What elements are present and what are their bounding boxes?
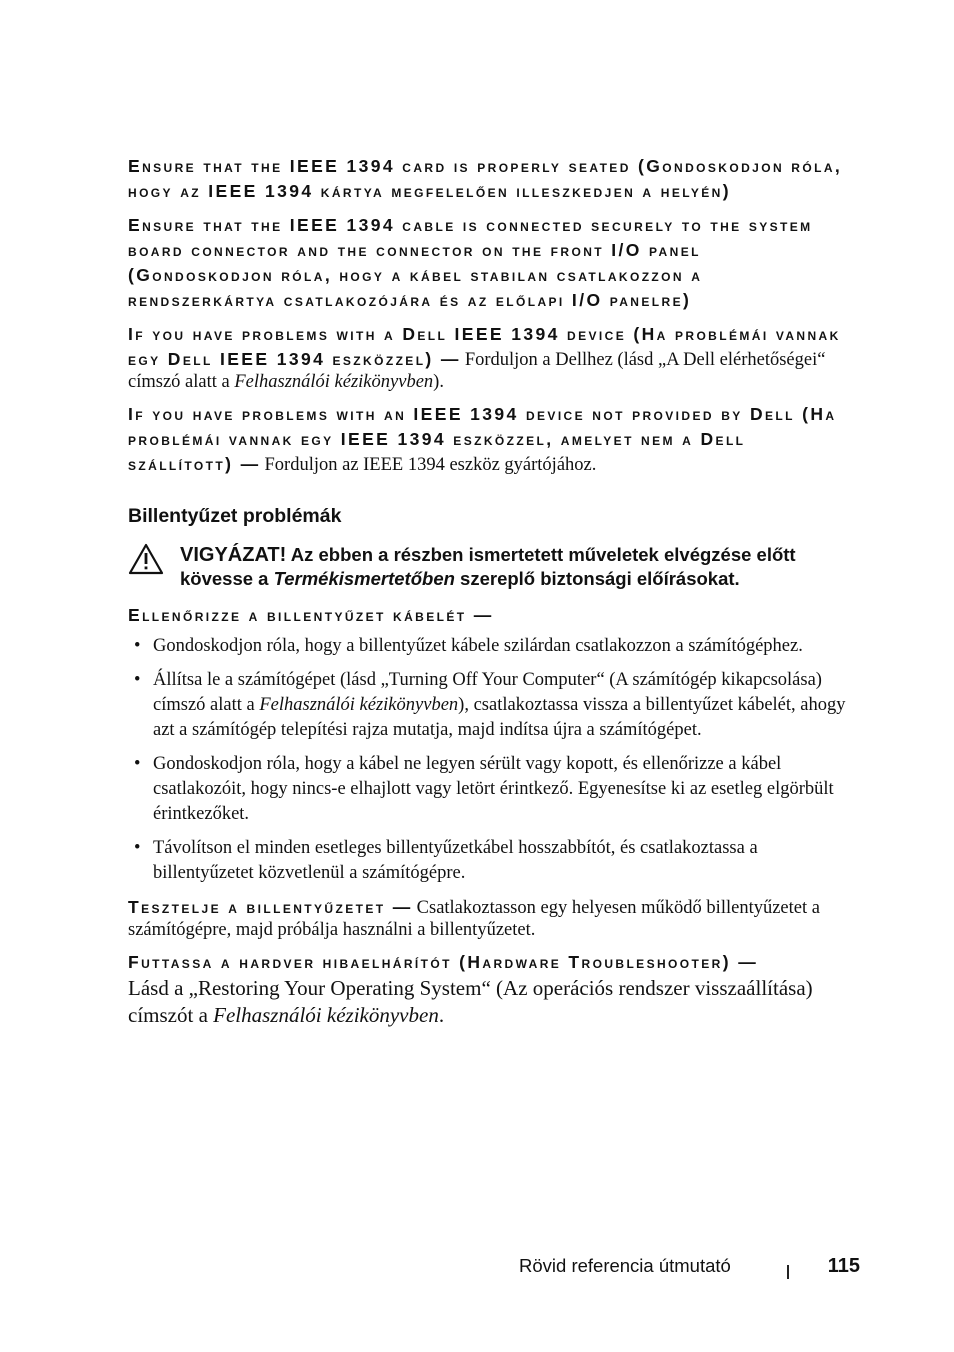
- list-item: [128, 752, 854, 827]
- page-footer: [500, 1255, 860, 1283]
- list-item: [128, 836, 854, 886]
- heading-check-cable: Ellenőrizze a billentyűzet kábelét —: [128, 605, 494, 625]
- heading-cable-connected: Ensure that the IEEE 1394 cable is connected securely to the system board connector and the connector on the front I/O panel (Gondoskodjon róla, hogy a kábel stabilan csatlakozzon a rendszerkártya csatlakozójára és az előlapi I/O panelre): [128, 215, 813, 310]
- bullet-icon: •: [134, 670, 141, 690]
- caution-text: Az ebben a részben ismertetett műveletek elvégzése előtt kövesse a: [180, 544, 796, 589]
- footer-title: Rövid referencia útmutató: [519, 1255, 731, 1276]
- test-keyboard-text: Csatlakoztasson egy helyesen működő billentyűzetet a számítógépre, majd próbálja használni a billentyűzetet.: [128, 898, 820, 940]
- list-item-italic: Felhasználói kézikönyvben: [259, 695, 459, 715]
- section-troubleshooter: [128, 950, 854, 1029]
- section-test-keyboard: [128, 895, 854, 941]
- text-segment: .: [438, 1003, 445, 1027]
- caution-note: [128, 543, 854, 591]
- text-italic: Felhasználói kézikönyvben: [234, 372, 434, 392]
- heading-test-keyboard: Tesztelje a billentyűzetet —: [128, 897, 413, 917]
- warning-triangle-icon: [128, 543, 164, 575]
- heading-non-dell-device: If you have problems with an IEEE 1394 device not provided by Dell (Ha problémái vannak egy IEEE 1394 eszközzel, amelyet nem a Dell szállított) —: [128, 404, 837, 474]
- section-title-keyboard: Billentyűzet problémák: [128, 505, 342, 527]
- list-item: [128, 668, 854, 743]
- text-segment: Lásd a „Restoring Your Operating System“ (Az operációs rendszer visszaállítása) címszót a: [128, 976, 813, 1027]
- heading-troubleshooter: Futtassa a hardver hibaelhárítót (Hardware Troubleshooter) —: [128, 952, 759, 972]
- section-non-dell-device: [128, 402, 854, 477]
- footer-divider: [787, 1265, 789, 1279]
- caution-label: VIGYÁZAT!: [180, 544, 287, 566]
- bullet-icon: •: [134, 838, 141, 858]
- page-content: [128, 154, 854, 1029]
- bullet-icon: •: [134, 754, 141, 774]
- bullet-icon: •: [134, 636, 141, 656]
- list-item-text: Állítsa le a számítógépet (lásd „Turning Off Your Computer“ (A számítógép kikapcsolása) címszó alatt a: [153, 670, 822, 715]
- non-dell-device-text: Forduljon az IEEE 1394 eszköz gyártójához.: [264, 455, 597, 475]
- section-dell-device: [128, 322, 854, 393]
- list-item-text: Gondoskodjon róla, hogy a kábel ne legyen sérült vagy kopott, és ellenőrizze a kábel csatlakozóit, hogy nincs-e elhajlott vagy letört érintkező. Egyenesítse ki az esetleg elgörbült érintkezőket.: [153, 754, 834, 824]
- troubleshooter-text: [128, 975, 854, 1029]
- list-item-text: Gondoskodjon róla, hogy a billentyűzet kábele szilárdan csatlakozzon a számítógéphez.: [153, 636, 803, 656]
- list-item-text: Távolítson el minden esetleges billentyűzetkábel hosszabbítót, és csatlakoztassa a billentyűzetet közvetlenül a számítógépre.: [153, 838, 758, 883]
- caution-italic: Termékismertetőben: [273, 568, 455, 589]
- heading-card-seated: Ensure that the IEEE 1394 card is properly seated (Gondoskodjon róla, hogy az IEEE 1394 kártya megfelelően illeszkedjen a helyén): [128, 156, 843, 201]
- heading-dell-device: If you have problems with a Dell IEEE 1394 device (Ha problémái vannak egy Dell IEEE 1394 eszközzel) —: [128, 324, 841, 369]
- text-segment: Forduljon a Dellhez (lásd „A Dell elérhetőségei“ címszó alatt a: [128, 350, 826, 392]
- text-segment: ).: [433, 372, 444, 392]
- page-number: 115: [827, 1255, 860, 1277]
- caution-text-end: szereplő biztonsági előírásokat.: [454, 568, 740, 589]
- check-cable-list: [128, 634, 854, 886]
- list-item-text: ), csatlakoztassa vissza a billentyűzet kábelét, ahogy azt a számítógép telepítési rajza mutatja, majd indítsa újra a számítógépet.: [153, 695, 846, 740]
- text-italic: Felhasználói kézikönyvben: [213, 1003, 439, 1027]
- list-item: [128, 634, 854, 659]
